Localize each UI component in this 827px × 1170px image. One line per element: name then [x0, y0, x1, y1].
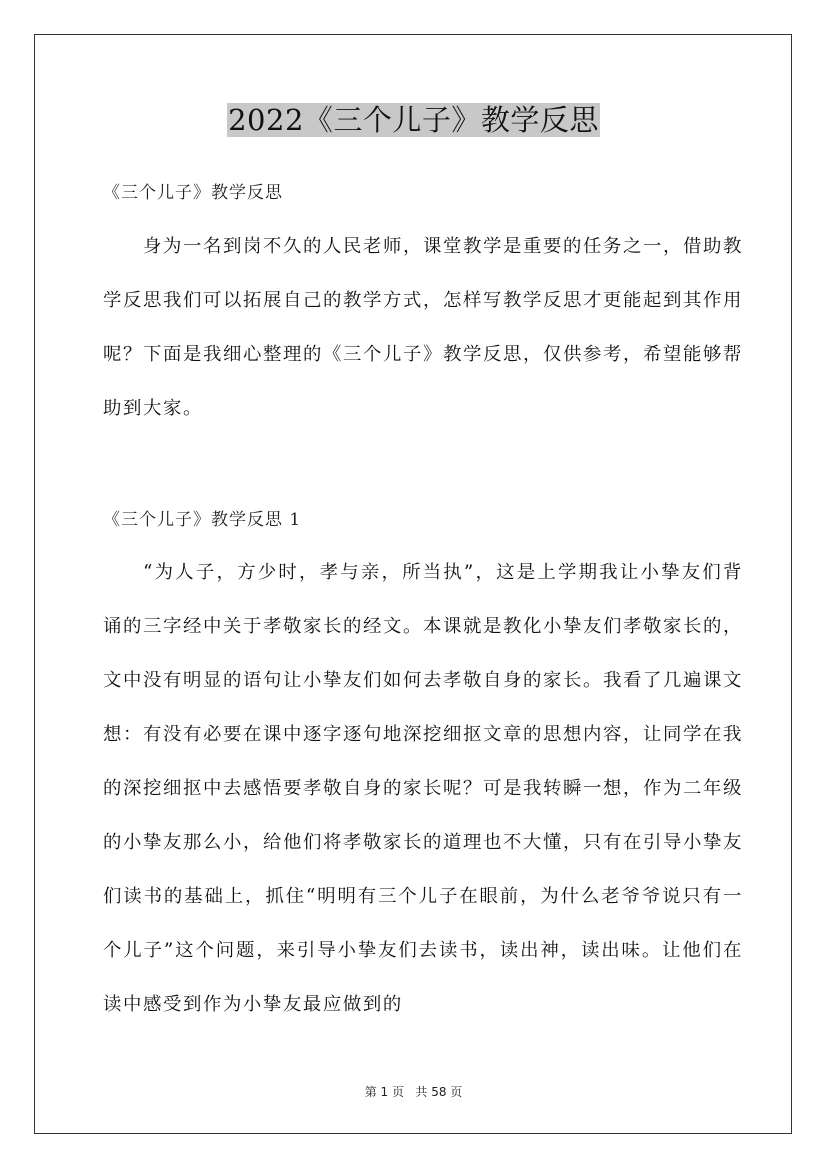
- section-paragraph: “为人子，方少时，孝与亲，所当执”，这是上学期我让小挚友们背诵的三字经中关于孝敬家长的经文。本课就是教化小挚友们孝敬家长的，文中没有明显的语句让小挚友们如何去孝敬自身的家长。我看了几遍课文想：有没有必要在课中逐字逐句地深挖细抠文章的思想内容，让同学在我的深挖细抠中去感悟要孝敬自身的家长呢？可是我转瞬一想，作为二年级的小挚友那么小，给他们将孝敬家长的道理也不大懂，只有在引导小挚友们读书的基础上，抓住“明明有三个儿子在眼前，为什么老爷爷说只有一个儿子”这个问题，来引导小挚友们去读书，读出神，读出味。让他们在读中感受到作为小挚友最应做到的: [103, 562, 743, 1015]
- document-title-block: [0, 100, 827, 140]
- section-heading: 《三个儿子》教学反思 1: [103, 510, 302, 530]
- document-title: 2022《三个儿子》教学反思: [228, 103, 599, 137]
- page-footer: 第 1 页 共 58 页: [364, 1085, 463, 1099]
- intro-heading: 《三个儿子》教学反思: [103, 183, 283, 203]
- intro-paragraph: 身为一名到岗不久的人民老师，课堂教学是重要的任务之一，借助教学反思我们可以拓展自己的教学方式，怎样写教学反思才更能起到其作用呢？下面是我细心整理的《三个儿子》教学反思，仅供参考，希望能够帮助到大家。: [103, 236, 743, 419]
